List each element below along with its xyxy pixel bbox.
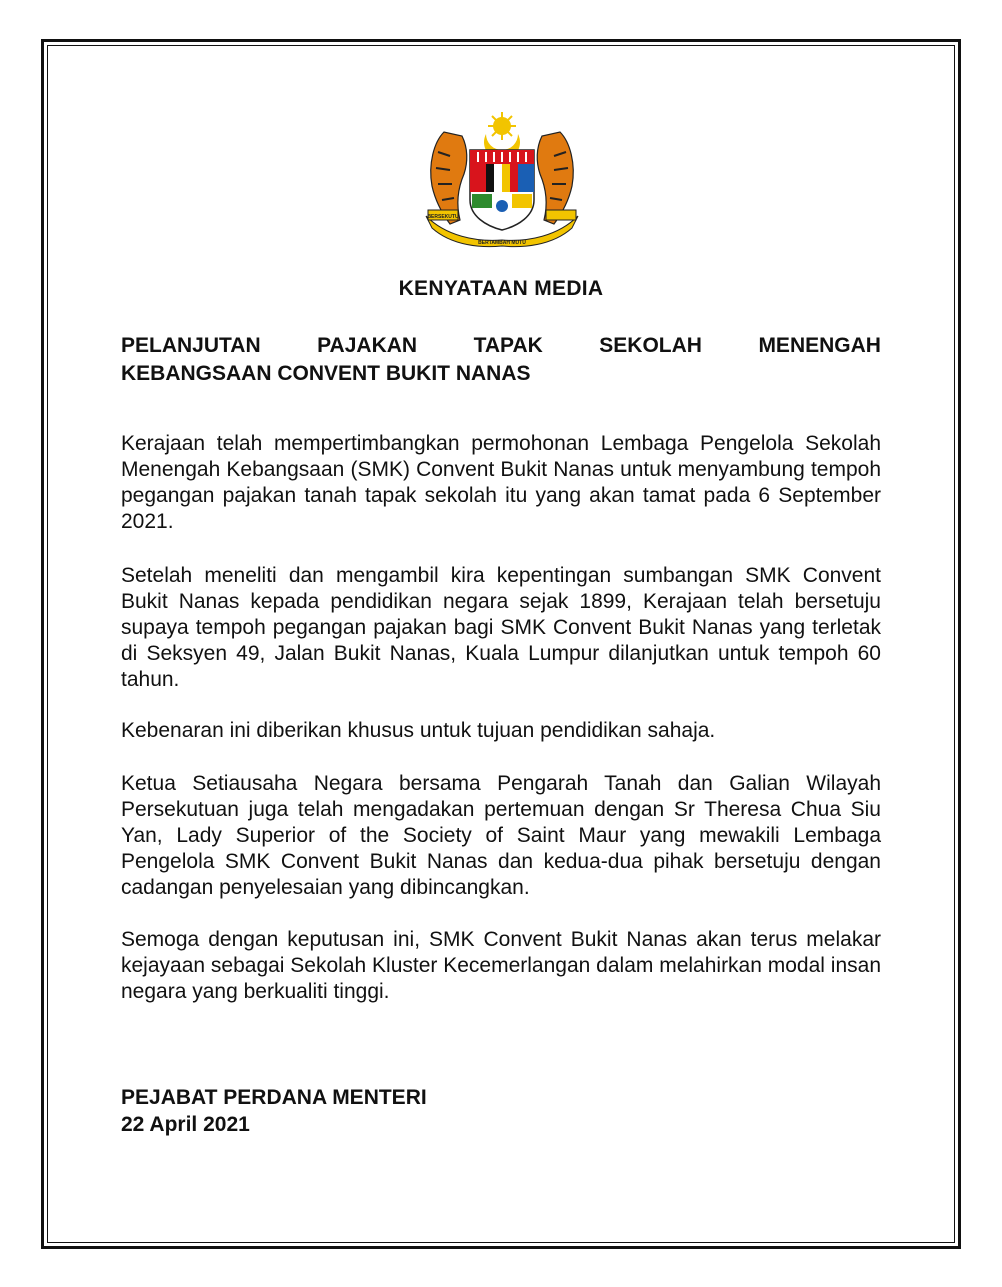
title-line-2: KEBANGSAAN CONVENT BUKIT NANAS xyxy=(121,362,531,385)
paragraph-2: Setelah meneliti dan mengambil kira kepentingan sumbangan SMK Convent Bukit Nanas kepada pendidikan negara sejak 1899, Kerajaan telah bersetuju supaya tempoh pegangan pajakan bagi SMK Convent Bukit Nanas yang terletak di Seksyen 49, Jalan Bukit Nanas, Kuala Lumpur dilanjutkan untuk tempoh 60 tahun. xyxy=(121,564,881,691)
paragraph-3: Kebenaran ini diberikan khusus untuk tujuan pendidikan sahaja. xyxy=(121,719,716,742)
coat-of-arms-icon xyxy=(416,112,588,248)
signature-block xyxy=(121,1084,881,1138)
signature-office: PEJABAT PERDANA MENTERI xyxy=(121,1086,427,1109)
signature-date: 22 April 2021 xyxy=(121,1113,250,1136)
title-word: PAJAKAN xyxy=(317,334,418,357)
title-word: MENENGAH xyxy=(758,334,881,357)
title-word: TAPAK xyxy=(473,334,543,357)
document-title xyxy=(121,332,881,388)
crest-motto-left: BERSEKUTU xyxy=(427,214,459,220)
title-word: PELANJUTAN xyxy=(121,334,261,357)
paragraph-4: Ketua Setiausaha Negara bersama Pengarah Tanah dan Galian Wilayah Persekutuan juga telah mengadakan pertemuan dengan Sr Theresa Chua Siu Yan, Lady Superior of the Society of Saint Maur yang mewakili Lembaga Pengelola SMK Convent Bukit Nanas dan kedua-dua pihak bersetuju dengan cadangan penyelesaian yang dibincangkan. xyxy=(121,772,881,899)
title-word: SEKOLAH xyxy=(599,334,702,357)
paragraph-5: Semoga dengan keputusan ini, SMK Convent Bukit Nanas akan terus melakar kejayaan sebagai Sekolah Kluster Kecemerlangan dalam melahirkan modal insan negara yang berkualiti tinggi. xyxy=(121,928,881,1003)
paragraph-1: Kerajaan telah mempertimbangkan permohonan Lembaga Pengelola Sekolah Menengah Kebangsaan (SMK) Convent Bukit Nanas untuk menyambung tempoh pegangan pajakan tanah tapak sekolah itu yang akan tamat pada 6 September 2021. xyxy=(121,432,881,533)
crest-motto-ribbon: BERTAMBAH MUTU xyxy=(478,240,526,246)
document-heading: KENYATAAN MEDIA xyxy=(398,277,604,300)
title-line-1 xyxy=(121,332,881,360)
